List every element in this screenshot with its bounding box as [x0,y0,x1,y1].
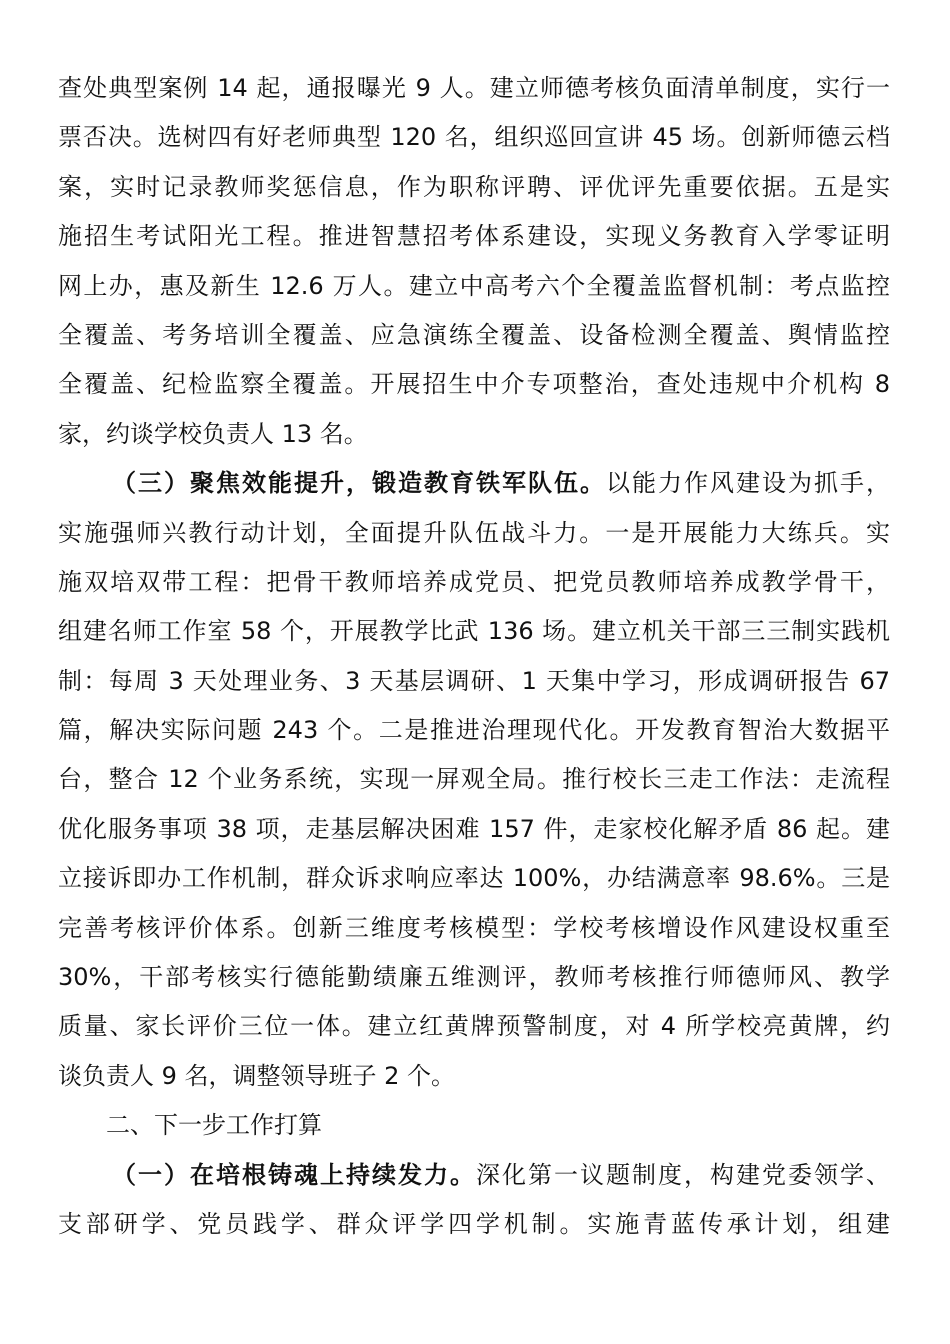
body-line: 票否决。选树四有好老师典型 120 名，组织巡回宣讲 45 场。创新师德云档 [58,123,890,152]
body-line: 篇，解决实际问题 243 个。二是推进治理现代化。开发教育智治大数据平 [58,716,890,745]
document-body [58,64,890,1249]
body-text: 以能力作风建设为抓手， [606,469,890,498]
body-line: 施招生考试阳光工程。推进智慧招考体系建设，实现义务教育入学零证明 [58,222,890,251]
body-line: 查处典型案例 14 起，通报曝光 9 人。建立师德考核负面清单制度，实行一 [58,74,890,102]
body-line: 支部研学、党员践学、群众评学四学机制。实施青蓝传承计划，组建 [58,1209,890,1238]
body-line: 施双培双带工程：把骨干教师培养成党员、把党员教师培养成教学骨干， [58,567,890,596]
body-line: 网上办，惠及新生 12.6 万人。建立中高考六个全覆盖监督机制：考点监控 [58,271,890,300]
body-line: 全覆盖、纪检监察全覆盖。开展招生中介专项整治，查处违规中介机构 8 [58,370,890,399]
paragraph-first-line [58,459,890,508]
body-line: 组建名师工作室 58 个，开展教学比武 136 场。建立机关干部三三制实践机 [58,617,890,646]
paragraph-heading: （三）聚焦效能提升，锻造教育铁军队伍。 [112,469,606,498]
body-line: 台，整合 12 个业务系统，实现一屏观全局。推行校长三走工作法：走流程 [58,765,890,794]
paragraph-heading: （一）在培根铸魂上持续发力。 [112,1160,476,1189]
body-line: 全覆盖、考务培训全覆盖、应急演练全覆盖、设备检测全覆盖、舆情监控 [58,320,890,349]
body-text: 深化第一议题制度，构建党委领学、 [476,1160,890,1189]
body-line: 立接诉即办工作机制，群众诉求响应率达 100%，办结满意率 98.6%。三是 [58,864,890,893]
body-line: 30%，干部考核实行德能勤绩廉五维测评，教师考核推行师德师风、教学 [58,963,890,992]
body-line: 完善考核评价体系。创新三维度考核模型：学校考核增设作风建设权重至 [58,913,890,942]
paragraph-first-line [58,1151,890,1200]
body-line: 实施强师兴教行动计划，全面提升队伍战斗力。一是开展能力大练兵。实 [58,518,890,547]
section-heading: 二、下一步工作打算 [106,1111,322,1140]
body-line: 制：每周 3 天处理业务、3 天基层调研、1 天集中学习，形成调研报告 67 [58,666,890,695]
body-line: 质量、家长评价三位一体。建立红黄牌预警制度，对 4 所学校亮黄牌，约 [58,1012,890,1041]
body-line: 谈负责人 9 名，调整领导班子 2 个。 [58,1061,456,1090]
body-line: 优化服务事项 38 项，走基层解决困难 157 件，走家校化解矛盾 86 起。建 [58,814,890,843]
body-line: 家，约谈学校负责人 13 名。 [58,419,368,448]
body-line: 案，实时记录教师奖惩信息，作为职称评聘、评优评先重要依据。五是实 [58,172,890,201]
